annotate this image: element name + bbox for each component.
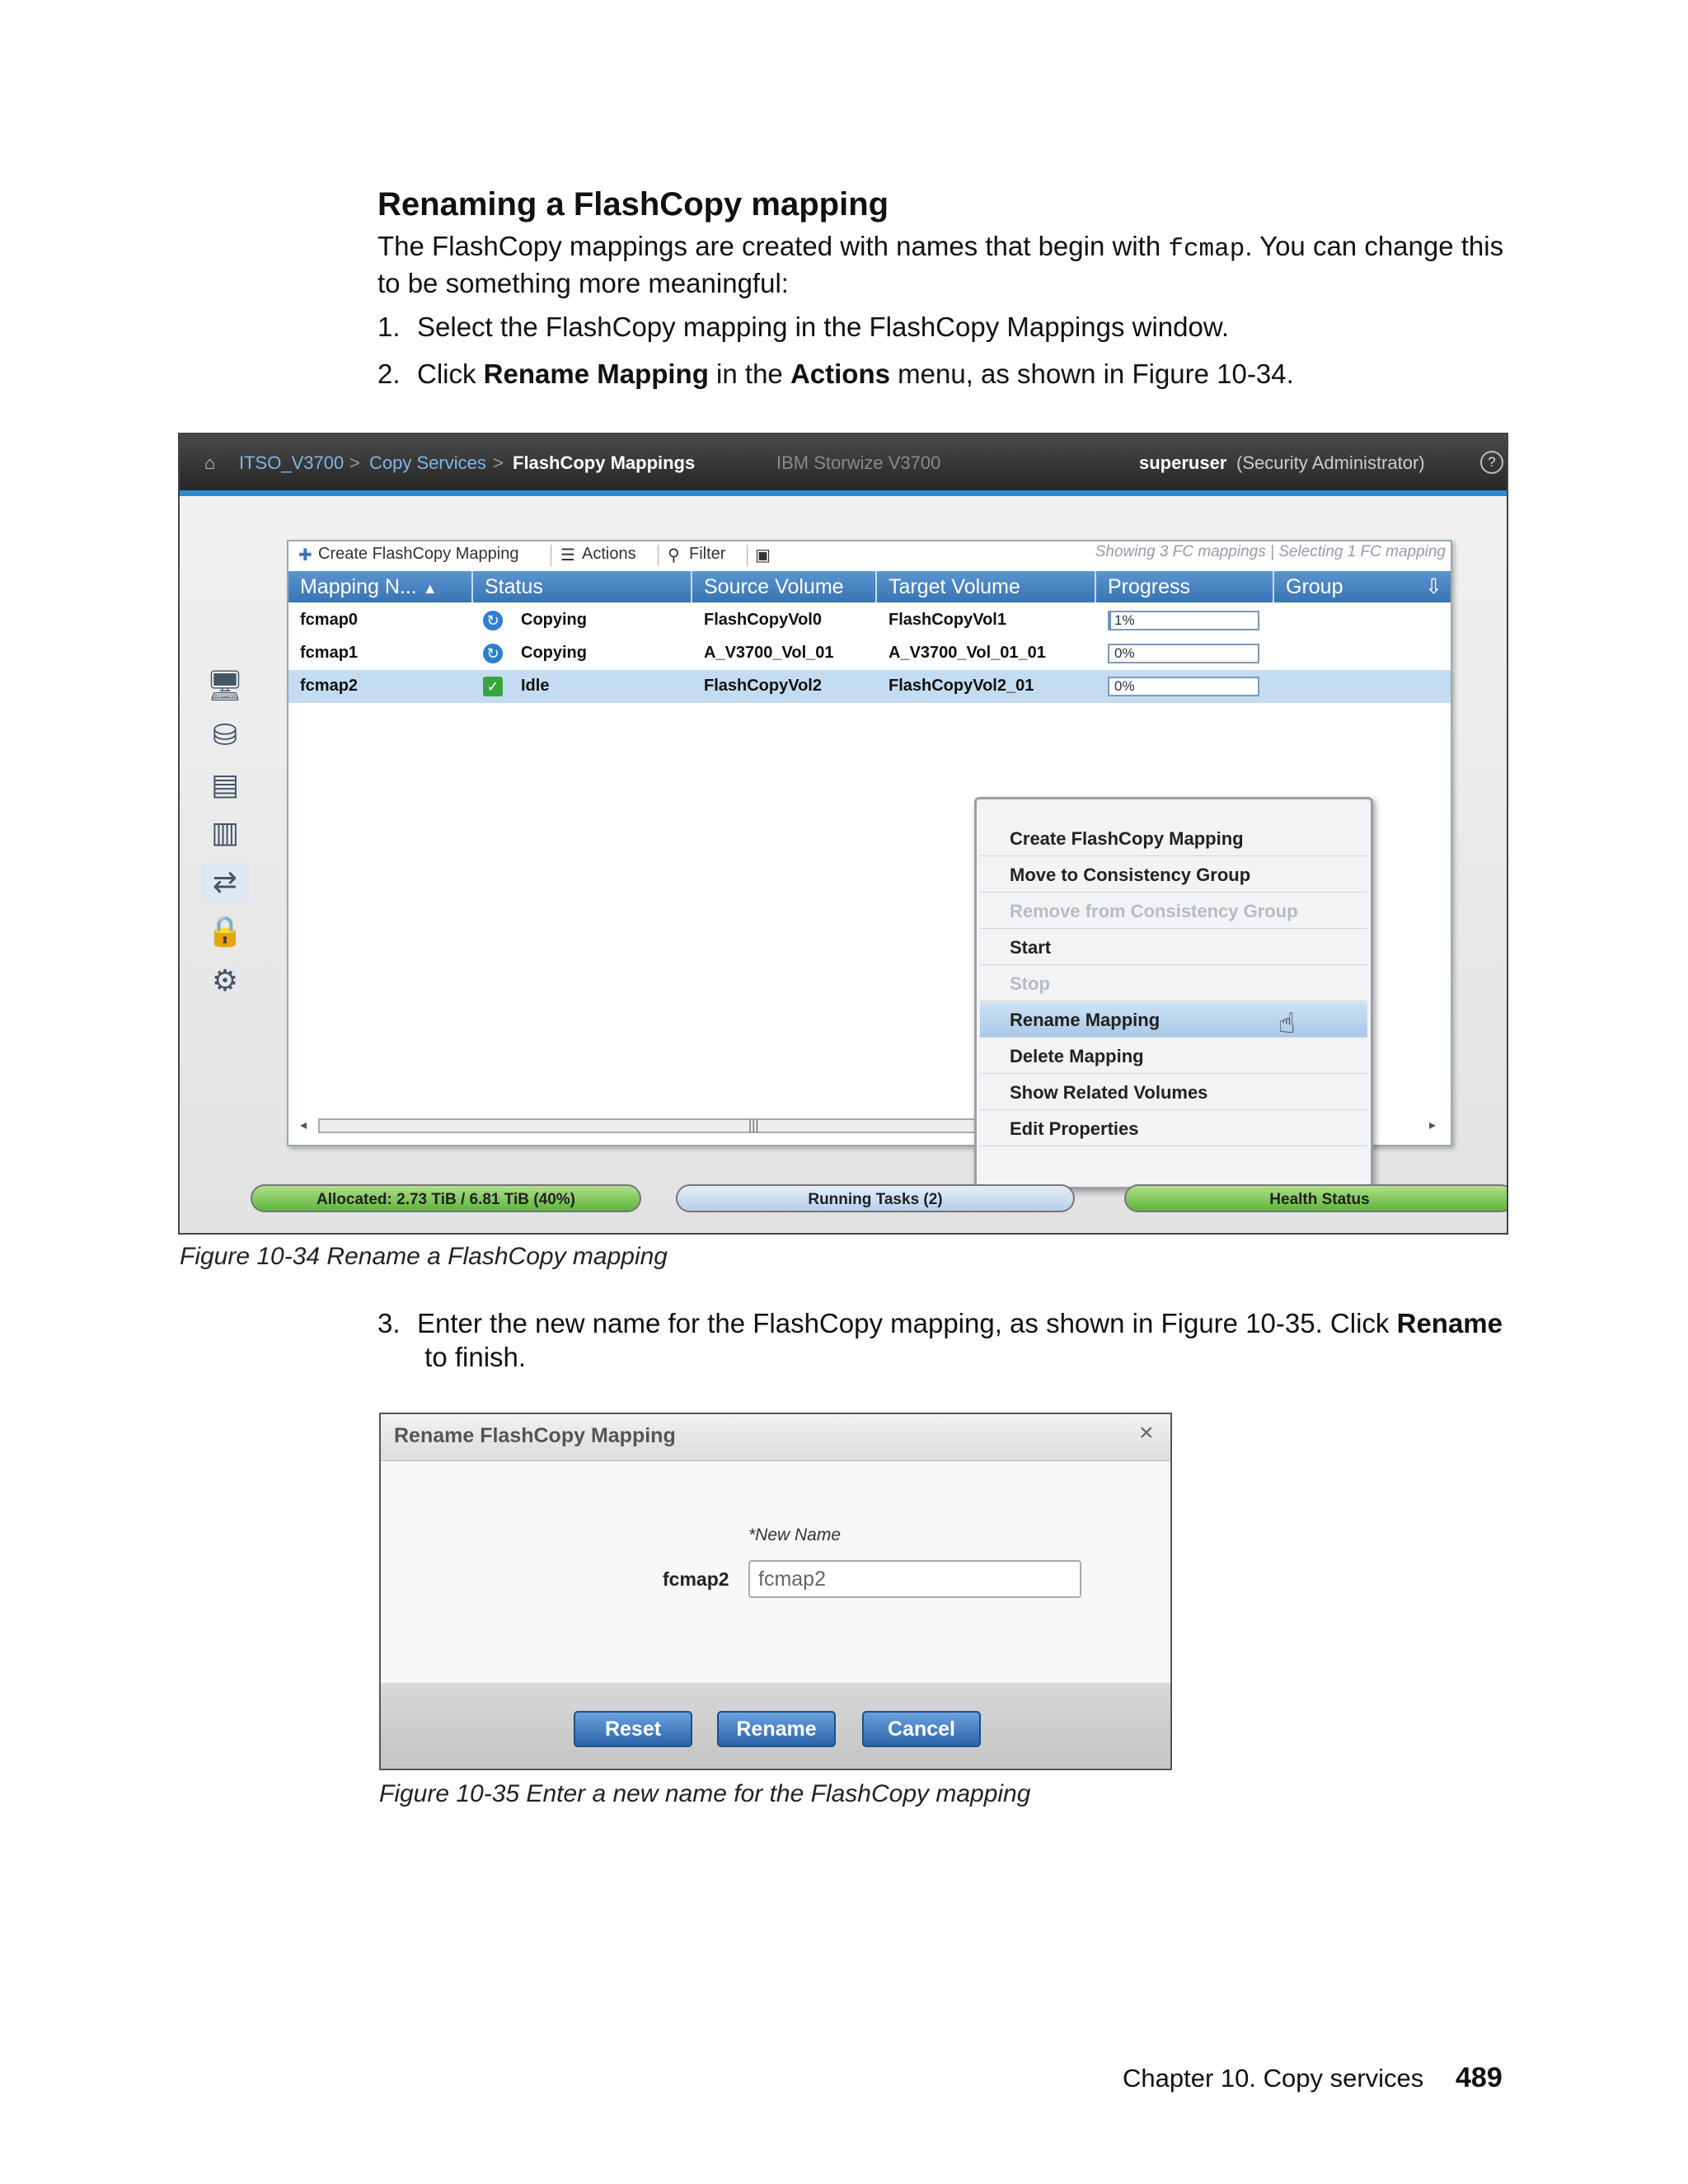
filter-button[interactable]: Filter bbox=[689, 545, 726, 563]
step-2 bbox=[377, 357, 1515, 391]
sort-ascending-icon: ▲ bbox=[422, 580, 438, 597]
table-row[interactable] bbox=[288, 637, 1451, 670]
menu-item-properties[interactable]: Edit Properties bbox=[980, 1111, 1367, 1146]
actions-menu-button[interactable]: Actions bbox=[582, 545, 636, 563]
dialog-title-bar bbox=[381, 1414, 1170, 1461]
monitoring-icon[interactable]: 🖥 bbox=[206, 668, 244, 702]
product-name: IBM Storwize V3700 bbox=[776, 452, 941, 473]
source-volume-cell: A_V3700_Vol_01 bbox=[704, 644, 834, 662]
step-3-text-2: to finish. bbox=[417, 1342, 527, 1372]
progress-text: 0% bbox=[1114, 645, 1135, 661]
intro-text-1: The FlashCopy mappings are created with names that begin with bbox=[377, 231, 1169, 261]
selection-summary: Showing 3 FC mappings | Selecting 1 FC mapping bbox=[1095, 543, 1446, 560]
figure-flashcopy-mappings-screenshot bbox=[178, 433, 1508, 1235]
running-tasks-pill[interactable]: Running Tasks (2) bbox=[676, 1184, 1075, 1212]
cancel-button[interactable]: Cancel bbox=[862, 1711, 981, 1747]
plus-icon: ✚ bbox=[298, 546, 312, 565]
menu-item-delete[interactable]: Delete Mapping bbox=[980, 1038, 1367, 1074]
breadcrumb-copy-services[interactable]: Copy Services bbox=[369, 452, 486, 473]
footer-chapter: Chapter 10. Copy services bbox=[1123, 2064, 1424, 2093]
progress-text: 1% bbox=[1114, 612, 1135, 628]
menu-item-move-to-group[interactable]: Move to Consistency Group bbox=[980, 857, 1367, 893]
actions-context-menu bbox=[974, 797, 1373, 1189]
step-2-number: 2. bbox=[377, 359, 401, 389]
breadcrumb-current: FlashCopy Mappings bbox=[513, 452, 696, 473]
menu-item-label: Rename Mapping bbox=[1010, 1010, 1160, 1030]
step-1 bbox=[377, 310, 1515, 344]
settings-icon[interactable]: ⚙ bbox=[211, 963, 239, 997]
hosts-icon[interactable]: ▥ bbox=[210, 815, 239, 849]
breadcrumb-separator: > bbox=[349, 452, 360, 473]
source-volume-cell: FlashCopyVol2 bbox=[704, 677, 822, 695]
target-volume-cell: FlashCopyVol1 bbox=[889, 611, 1006, 629]
step-3-number: 3. bbox=[377, 1308, 401, 1338]
user-name[interactable]: superuser bbox=[1139, 452, 1227, 473]
current-name-label: fcmap2 bbox=[663, 1568, 729, 1590]
source-volume-cell: FlashCopyVol0 bbox=[704, 611, 822, 629]
step-2-text-3: menu, as shown in Figure 10-34. bbox=[889, 359, 1294, 389]
top-navigation-bar bbox=[180, 434, 1508, 496]
new-name-input[interactable] bbox=[748, 1560, 1081, 1598]
panel-toolbar bbox=[288, 541, 799, 569]
breadcrumb-system[interactable]: ITSO_V3700 bbox=[239, 452, 345, 473]
menu-item-remove-from-group: Remove from Consistency Group bbox=[980, 893, 1367, 929]
mappings-panel bbox=[287, 540, 1452, 1146]
mapping-name-cell: fcmap2 bbox=[300, 677, 359, 695]
column-header-progress[interactable]: Progress bbox=[1096, 571, 1274, 602]
intro-text-2: . You can change this to be something more meaningful: bbox=[377, 231, 1504, 298]
new-name-label: *New Name bbox=[748, 1526, 842, 1544]
column-header-label: Group bbox=[1286, 575, 1343, 598]
user-role: (Security Administrator) bbox=[1236, 452, 1425, 473]
table-row-selected[interactable] bbox=[288, 670, 1451, 703]
menu-item-start[interactable]: Start bbox=[980, 930, 1367, 965]
dialog-footer bbox=[381, 1683, 1170, 1769]
copying-icon: ↻ bbox=[483, 611, 503, 630]
menu-item-related-volumes[interactable]: Show Related Volumes bbox=[980, 1075, 1367, 1110]
grip-icon: ||| bbox=[748, 1118, 759, 1132]
mapping-name-cell: fcmap1 bbox=[300, 644, 359, 662]
status-cell: Copying bbox=[521, 611, 587, 629]
column-header-source[interactable]: Source Volume bbox=[692, 571, 877, 602]
step-2-bold-actions: Actions bbox=[790, 359, 890, 389]
step-2-text: Click bbox=[417, 359, 484, 389]
target-volume-cell: FlashCopyVol2_01 bbox=[889, 677, 1034, 695]
progress-bar bbox=[1108, 611, 1259, 630]
rename-dialog-screenshot bbox=[379, 1413, 1172, 1770]
figure-1-caption: Figure 10-34 Rename a FlashCopy mapping bbox=[180, 1243, 668, 1270]
dialog-title: Rename FlashCopy Mapping bbox=[394, 1424, 676, 1447]
scroll-right-icon[interactable]: ▸ bbox=[1429, 1118, 1437, 1132]
section-heading: Renaming a FlashCopy mapping bbox=[377, 186, 889, 223]
hand-cursor-icon: ☝ bbox=[1278, 1008, 1296, 1039]
list-icon: ☰ bbox=[560, 546, 575, 565]
progress-bar bbox=[1108, 644, 1259, 663]
intro-paragraph bbox=[377, 229, 1515, 300]
save-icon[interactable]: ▣ bbox=[755, 546, 771, 565]
menu-item-rename[interactable] bbox=[980, 1002, 1367, 1038]
copying-icon: ↻ bbox=[483, 644, 503, 663]
reset-button[interactable]: Reset bbox=[574, 1711, 692, 1747]
table-header bbox=[288, 571, 1451, 602]
table-row[interactable] bbox=[288, 604, 1451, 637]
status-cell: Idle bbox=[521, 677, 550, 695]
step-2-bold-rename: Rename Mapping bbox=[483, 359, 709, 389]
copy-services-icon[interactable]: ⇄ bbox=[201, 863, 249, 901]
status-bar bbox=[180, 1184, 1508, 1217]
step-1-number: 1. bbox=[377, 312, 401, 342]
target-volume-cell: A_V3700_Vol_01_01 bbox=[889, 644, 1046, 662]
health-status-pill[interactable]: Health Status bbox=[1124, 1184, 1508, 1212]
create-mapping-button[interactable]: Create FlashCopy Mapping bbox=[318, 545, 519, 563]
column-chooser-icon[interactable]: ⇩ bbox=[1425, 575, 1442, 598]
help-icon[interactable]: ? bbox=[1480, 451, 1503, 474]
column-header-label: Mapping N... bbox=[300, 575, 417, 598]
column-header-mapping-name[interactable] bbox=[288, 571, 473, 602]
step-2-text-2: in the bbox=[708, 359, 790, 389]
page-number: 489 bbox=[1456, 2062, 1503, 2093]
step-3-bold-rename: Rename bbox=[1396, 1308, 1503, 1338]
menu-item-create[interactable]: Create FlashCopy Mapping bbox=[980, 821, 1367, 856]
status-cell: Copying bbox=[521, 644, 587, 662]
rename-button[interactable]: Rename bbox=[717, 1711, 836, 1747]
progress-text: 0% bbox=[1114, 678, 1135, 694]
progress-bar bbox=[1108, 677, 1259, 696]
column-header-status[interactable]: Status bbox=[473, 571, 692, 602]
access-icon[interactable]: 🔒 bbox=[206, 914, 244, 948]
menu-item-stop: Stop bbox=[980, 966, 1367, 1001]
volumes-icon[interactable]: ▤ bbox=[210, 767, 239, 801]
mapping-name-cell: fcmap0 bbox=[300, 611, 359, 629]
search-icon: ⚲ bbox=[668, 546, 680, 565]
home-icon[interactable]: ⌂ bbox=[204, 452, 216, 473]
pools-icon[interactable]: ⛁ bbox=[212, 718, 238, 752]
checkmark-icon: ✓ bbox=[483, 677, 503, 696]
close-icon[interactable]: × bbox=[1139, 1419, 1154, 1446]
dialog-body bbox=[381, 1461, 1170, 1682]
step-3 bbox=[377, 1306, 1515, 1374]
column-header-target[interactable]: Target Volume bbox=[877, 571, 1096, 602]
column-header-group[interactable] bbox=[1274, 571, 1451, 602]
step-3-text: Enter the new name for the FlashCopy mapping, as shown in Figure 10-35. Click bbox=[417, 1308, 1397, 1338]
figure-2-caption: Figure 10-35 Enter a new name for the FlashCopy mapping bbox=[379, 1780, 1031, 1807]
intro-code: fcmap bbox=[1168, 235, 1245, 264]
breadcrumb-separator: > bbox=[493, 452, 504, 473]
step-1-text: Select the FlashCopy mapping in the FlashCopy Mappings window. bbox=[417, 312, 1230, 342]
allocated-capacity-pill[interactable]: Allocated: 2.73 TiB / 6.81 TiB (40%) bbox=[251, 1184, 641, 1212]
scroll-left-icon[interactable]: ◂ bbox=[300, 1118, 307, 1132]
